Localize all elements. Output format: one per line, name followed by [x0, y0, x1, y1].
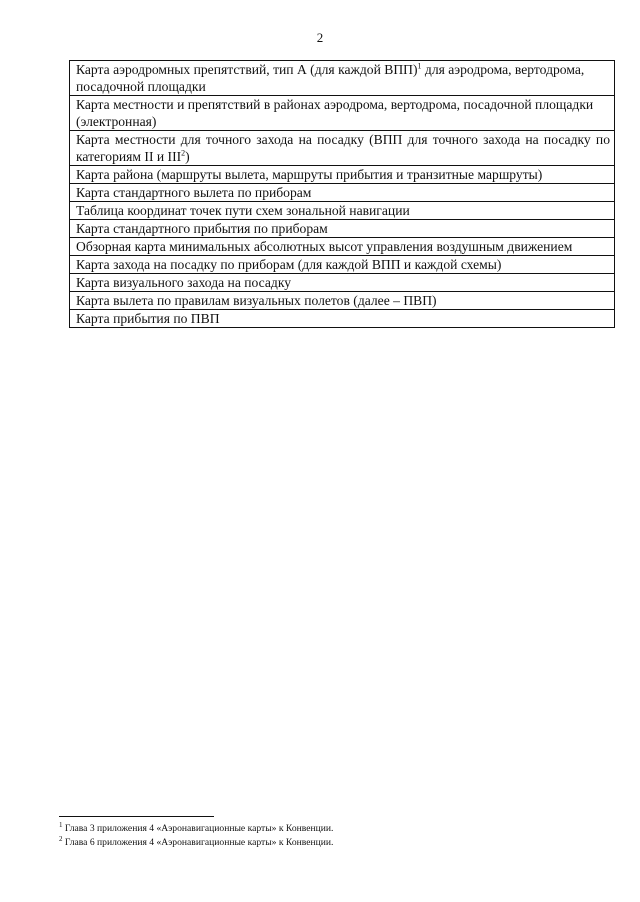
table-row: [70, 274, 615, 292]
footnote-ref: 2: [181, 148, 186, 158]
table-cell: Карта стандартного вылета по приборам: [70, 184, 615, 202]
table-cell: Карта аэродромных препятствий, тип А (для каждой ВПП)$^1$ для аэродрома, вертодрома, посадочной площадки: [70, 61, 615, 96]
table-cell: Карта района (маршруты вылета, маршруты прибытия и транзитные маршруты): [70, 166, 615, 184]
footnote-mark: 2: [59, 834, 63, 843]
table-row: [70, 61, 615, 96]
table-row: [70, 220, 615, 238]
footnote-divider: [59, 816, 214, 817]
table-cell: Карта вылета по правилам визуальных полетов (далее – ПВП): [70, 292, 615, 310]
footnote-mark: 1: [59, 820, 63, 829]
footnote-2: $^2$ Глава 6 приложения 4 «Аэронавигационные карты» к Конвенции.: [59, 834, 334, 848]
table-cell: Карта местности и препятствий в районах аэродрома, вертодрома, посадочной площадки (электронная): [70, 96, 615, 131]
page-number: 2: [316, 30, 324, 45]
table-row: [70, 256, 615, 274]
table-row: [70, 310, 615, 328]
table-cell: Карта прибытия по ПВП: [70, 310, 615, 328]
table-row: [70, 292, 615, 310]
table-cell: Карта местности для точного захода на посадку (ВПП для точного захода на посадку по категориям II и III$^2$): [70, 131, 615, 166]
footnotes: [59, 822, 619, 850]
table-row: [70, 202, 615, 220]
table-cell: Карта стандартного прибытия по приборам: [70, 220, 615, 238]
aeronautical-charts-table: [69, 60, 615, 328]
table-cell: Карта захода на посадку по приборам (для каждой ВПП и каждой схемы): [70, 256, 615, 274]
table-row: [70, 166, 615, 184]
table-row: [70, 131, 615, 166]
table-cell: Карта визуального захода на посадку: [70, 274, 615, 292]
table-cell: Обзорная карта минимальных абсолютных высот управления воздушным движением: [70, 238, 615, 256]
table-cell: Таблица координат точек пути схем зональной навигации: [70, 202, 615, 220]
footnote-1: $^1$ Глава 3 приложения 4 «Аэронавигационные карты» к Конвенции.: [59, 820, 334, 834]
table-row: [70, 184, 615, 202]
table-row: [70, 238, 615, 256]
table-row: [70, 96, 615, 131]
footnote-ref: 1: [417, 61, 422, 71]
